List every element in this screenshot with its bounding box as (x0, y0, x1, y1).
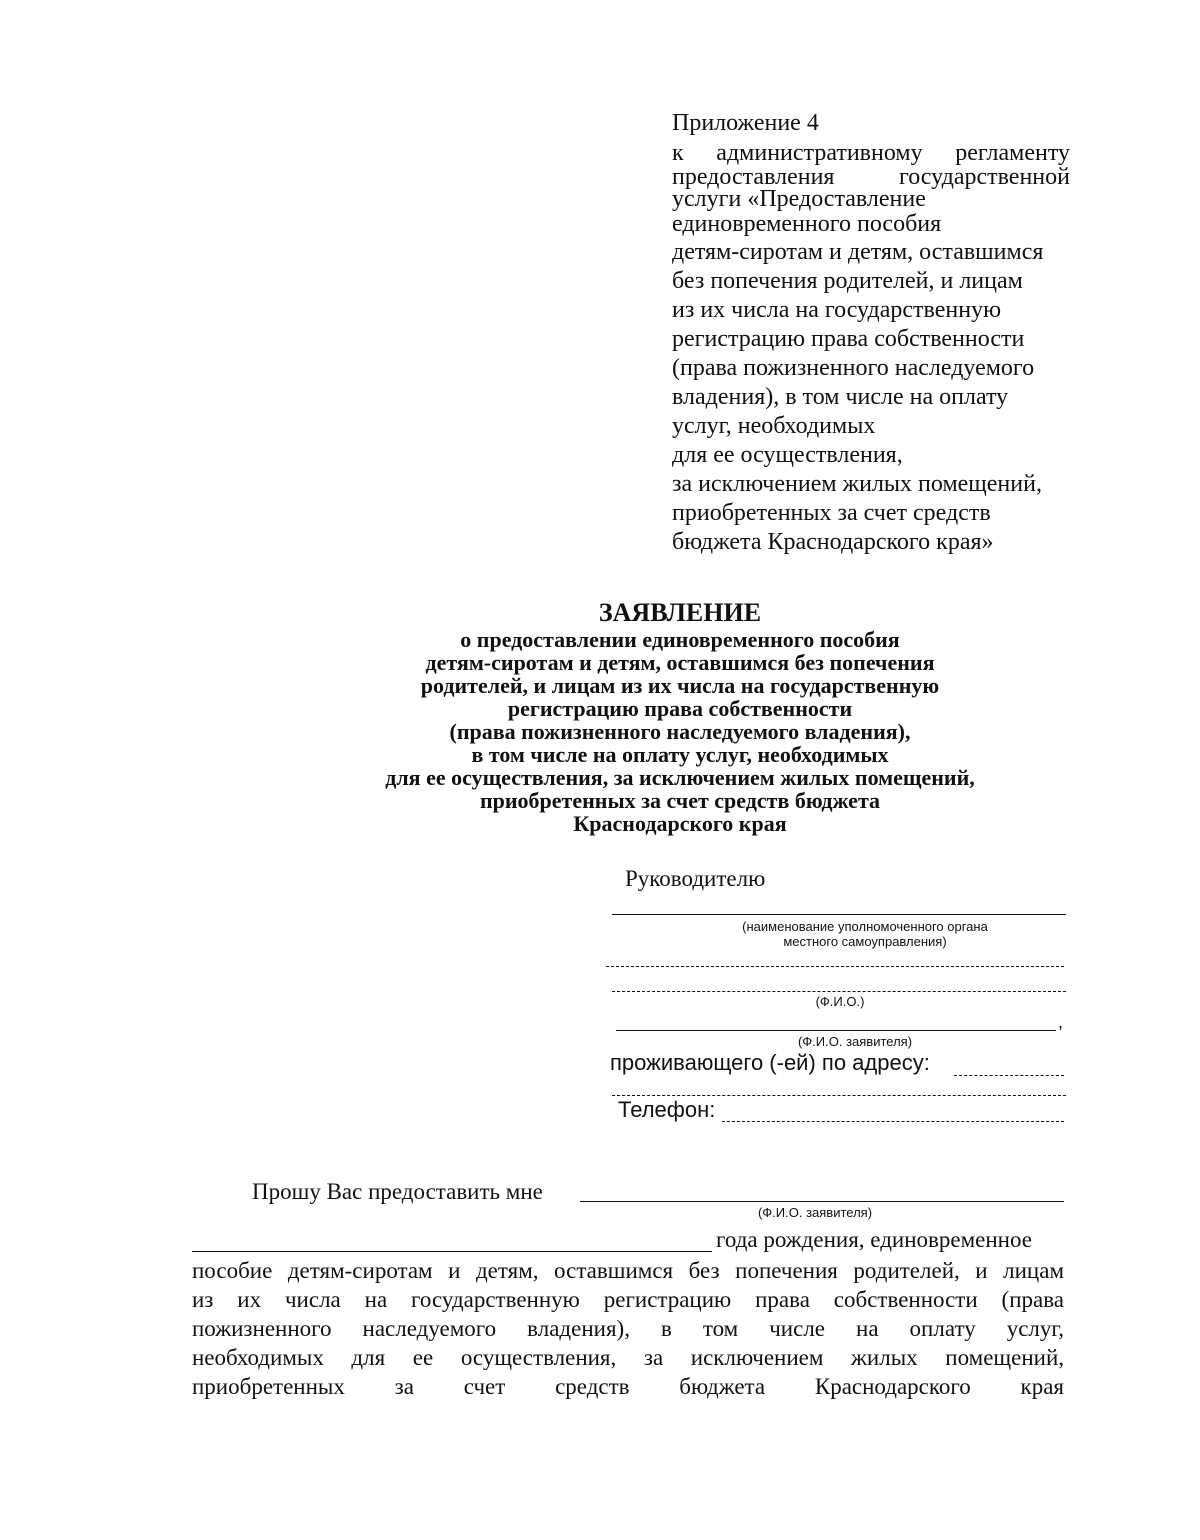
appendix-line: к административному регламенту (672, 140, 1070, 166)
fio-caption: (Ф.И.О.) (815, 994, 865, 1009)
title-line: регистрацию права собственности (507, 696, 853, 721)
birth-year-line[interactable] (192, 1251, 712, 1252)
title-line: приобретенных за счет средств бюджета (479, 788, 881, 813)
appendix-line: предоставления государственной (672, 164, 1070, 190)
title-line: родителей, и лицам из их числа на государственную (420, 673, 940, 698)
title-line: Краснодарского края (573, 811, 787, 836)
title-line: о предоставлении единовременного пособия (460, 627, 900, 652)
appendix-line: регистрацию права собственности (672, 326, 1025, 352)
title-line: (права пожизненного наследуемого владения), (449, 719, 911, 744)
appendix-line: услуги «Предоставление (672, 186, 926, 212)
title-main: ЗАЯВЛЕНИЕ (598, 598, 762, 627)
phone-input-line[interactable] (722, 1121, 1064, 1122)
appendix-line: владения), в том числе на оплату (672, 384, 1009, 410)
appendix-line: единовременного пособия (672, 211, 942, 237)
paragraph-line: из их числа на государственную регистрацию права собственности (права (192, 1287, 1064, 1312)
applicant-caption: (Ф.И.О. заявителя) (797, 1034, 913, 1049)
request-applicant-caption: (Ф.И.О. заявителя) (757, 1205, 873, 1220)
appendix-line: бюджета Краснодарского края» (672, 529, 994, 555)
paragraph-line: пособие детям-сиротам и детям, оставшимся без попечения родителей, и лицам (192, 1258, 1064, 1283)
appendix-line: детям-сиротам и детям, оставшимся (672, 239, 1044, 265)
org-name-line-2[interactable] (606, 966, 1064, 967)
title-line: в том числе на оплату услуг, необходимых (471, 742, 889, 767)
document-title (150, 598, 1200, 835)
fio-line[interactable] (612, 991, 1066, 992)
applicant-comma: , (1058, 1012, 1064, 1032)
request-paragraph (192, 1256, 1064, 1401)
paragraph-line: необходимых для ее осуществления, за исключением жилых помещений, (192, 1345, 1064, 1370)
phone-label: Телефон: (618, 1097, 716, 1122)
applicant-fio-line[interactable] (616, 1030, 1056, 1031)
org-name-line[interactable] (612, 914, 1066, 915)
birth-text: года рождения, единовременное (716, 1227, 1032, 1252)
paragraph-line: пожизненного наследуемого владения), в том числе на оплату услуг, (192, 1316, 1064, 1341)
appendix-line: без попечения родителей, и лицам (672, 268, 1023, 294)
appendix-line: Приложение 4 (672, 110, 819, 136)
request-applicant-line[interactable] (580, 1201, 1064, 1202)
appendix-line: за исключением жилых помещений, (672, 471, 1042, 497)
title-line: детям-сиротам и детям, оставшимся без попечения (425, 650, 935, 675)
appendix-line: приобретенных за счет средств (672, 500, 991, 526)
appendix-block (672, 108, 1070, 557)
appendix-line: для ее осуществления, (672, 442, 903, 468)
org-caption (690, 919, 1040, 949)
address-input-line[interactable] (954, 1075, 1064, 1076)
appendix-line: услуг, необходимых (672, 413, 876, 439)
appendix-line: (права пожизненного наследуемого (672, 355, 1035, 381)
org-caption-line-2: местного самоуправления) (783, 934, 947, 949)
paragraph-line: приобретенных за счет средств бюджета Краснодарского края (192, 1374, 1064, 1399)
org-caption-line-1: (наименование уполномоченного органа (742, 919, 988, 934)
address-label: проживающего (-ей) по адресу: (610, 1050, 930, 1075)
address-input-line-2[interactable] (612, 1095, 1066, 1096)
addressee-label: Руководителю (625, 866, 766, 891)
request-lead: Прошу Вас предоставить мне (252, 1179, 543, 1204)
title-line: для ее осуществления, за исключением жилых помещений, (385, 765, 975, 790)
appendix-line: из их числа на государственную (672, 297, 1001, 323)
